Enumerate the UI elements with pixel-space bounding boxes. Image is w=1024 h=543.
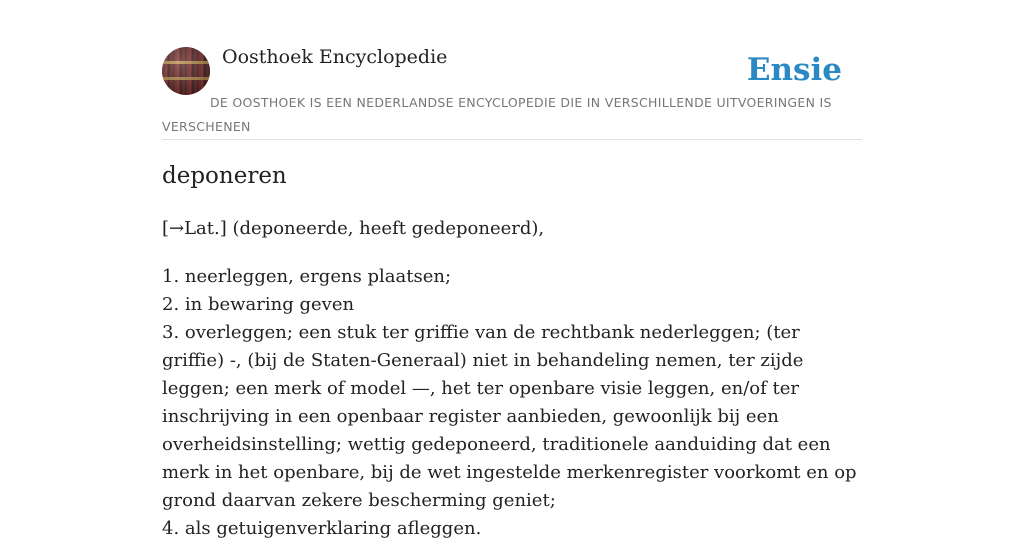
definition-item: 1. neerleggen, ergens plaatsen; — [162, 266, 452, 287]
source-tagline: DE OOSTHOEK IS EEN NEDERLANDSE ENCYCLOPEDIE DIE IN VERSCHILLENDE UITVOERINGEN IS VERSCHENEN — [162, 95, 832, 134]
entry-etymology: [→Lat.] (deponeerde, heeft gedeponeerd), — [162, 218, 545, 239]
avatar-shade — [162, 47, 210, 95]
source-avatar[interactable] — [162, 47, 210, 95]
definition-item: 2. in bewaring geven — [162, 294, 355, 315]
ensie-logo[interactable]: Ensie — [746, 52, 842, 88]
source-name-link[interactable]: Oosthoek Encyclopedie — [222, 46, 448, 68]
entry-title: deponeren — [162, 163, 287, 189]
header-divider — [162, 139, 862, 140]
definition-list — [162, 263, 862, 543]
definition-item: 4. als getuigenverklaring afleggen. — [162, 518, 482, 539]
definition-item: 3. overleggen; een stuk ter griffie van de rechtbank nederleggen; (ter griffie) -, (bij de Staten-Generaal) niet in behandeling nemen, ter zijde leggen; een merk of model —, het ter openbare visie leggen, en/of ter inschrijving in een openbaar register aanbieden, gewoonlijk bij een overheidsinstelling; wettig gedeponeerd, traditionele aanduiding dat een merk in het openbare, bij de wet ingestelde merkenregister voorkomt en op grond daarvan zekere bescherming geniet; — [162, 322, 857, 511]
